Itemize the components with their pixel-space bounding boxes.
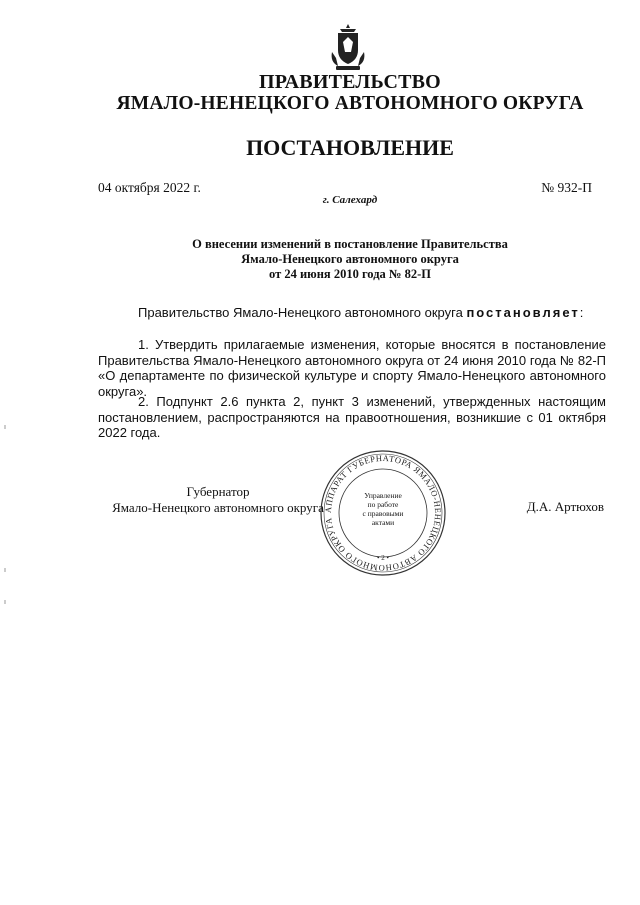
seal-inner-line4: актами [371, 518, 395, 527]
org-name-line2: ЯМАЛО-НЕНЕЦКОГО АВТОНОМНОГО ОКРУГА [116, 93, 584, 114]
document-date: 04 октября 2022 г. [98, 180, 201, 195]
document-number: № 932-П [541, 180, 592, 195]
preamble-verb: постановляет [466, 305, 580, 320]
signatory-name: Д.А. Артюхов [526, 499, 604, 514]
scan-edge-mark [4, 425, 6, 429]
signatory-title-line2: Ямало-Ненецкого автономного округа [112, 499, 324, 515]
document-subject [0, 237, 640, 282]
preamble-paragraph [98, 305, 606, 321]
preamble-end: : [579, 305, 584, 320]
document-type: ПОСТАНОВЛЕНИЕ [246, 135, 454, 160]
subject-line3: от 24 июня 2010 года № 82-П [269, 267, 431, 281]
org-name-line1: ПРАВИТЕЛЬСТВО [259, 71, 441, 93]
seal-inner-line2: по работе [367, 500, 399, 509]
seal-outer-text: АППАРАТ ГУБЕРНАТОРА ЯМАЛО-НЕНЕЦКОГО АВТОНОМНОГО ОКРУГА [322, 452, 444, 574]
signatory-title-line1: Губернатор [186, 484, 250, 499]
item-1-paragraph: 1. Утвердить прилагаемые изменения, которые вносятся в постановление Правительства Ямало-Ненецкого автономного округа от 24 июня 2010 года № 82-П «О департаменте по физической культуре и спорту Ямало-Ненецкого автономного округа». [98, 337, 606, 399]
seal-inner-line3: с правовыми [362, 509, 404, 518]
coat-of-arms-icon [330, 22, 366, 72]
item-2-paragraph: 2. Подпункт 2.6 пункта 2, пункт 3 изменений, утвержденных настоящим постановлением, распространяются на правоотношения, возникшие с 01 октября 2022 года. [98, 394, 606, 440]
scan-edge-mark [4, 568, 6, 572]
seal-inner-text [340, 491, 426, 527]
seal-inner-line1: Управление [364, 491, 402, 500]
preamble-text: Правительство Ямало-Ненецкого автономного округа [138, 305, 463, 320]
signatory-title [98, 484, 338, 515]
scan-edge-mark [4, 600, 6, 604]
subject-line2: Ямало-Ненецкого автономного округа [241, 252, 459, 266]
seal-number: • 2 • [377, 554, 389, 562]
subject-line1: О внесении изменений в постановление Правительства [192, 237, 508, 251]
document-city: г. Салехард [322, 194, 378, 206]
